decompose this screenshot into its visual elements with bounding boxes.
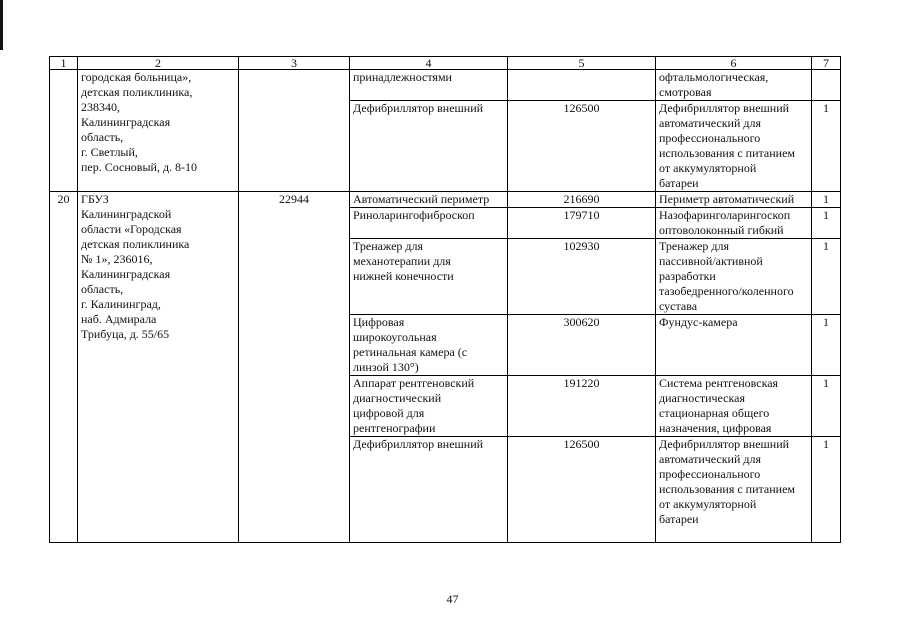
column-number-row <box>50 57 841 70</box>
equipment-table <box>49 56 841 543</box>
cost-cell: 191220 <box>508 376 656 437</box>
quantity-cell <box>812 70 841 101</box>
cost-cell: 126500 <box>508 437 656 543</box>
code-cell: 22944 <box>239 192 350 543</box>
equipment-cell: принадлежностями <box>350 70 508 101</box>
equipment-cell: Автоматический периметр <box>350 192 508 208</box>
nomenclature-cell: Фундус-камера <box>656 315 812 376</box>
organization-text: городская больница», детская поликлиника, 238340, Калининградская область, г. Светлый, пер. Сосновый, д. 8-10 <box>81 70 198 174</box>
col-header-5: 5 <box>508 57 656 70</box>
quantity-cell: 1 <box>812 239 841 315</box>
col-header-2: 2 <box>78 57 239 70</box>
organization-cell <box>78 70 239 192</box>
nomenclature-cell: Тренажер для пассивной/активной разработки тазобедренного/коленного сустава <box>656 239 812 315</box>
nomenclature-cell: Периметр автоматический <box>656 192 812 208</box>
cost-cell <box>508 70 656 101</box>
equipment-cell: Риноларингофиброскоп <box>350 208 508 239</box>
quantity-cell: 1 <box>812 315 841 376</box>
equipment-cell: Дефибриллятор внешний <box>350 437 508 543</box>
cost-cell: 216690 <box>508 192 656 208</box>
cost-cell: 126500 <box>508 101 656 192</box>
quantity-cell: 1 <box>812 192 841 208</box>
nomenclature-cell: Назофаринголарингоскоп оптоволоконный гибкий <box>656 208 812 239</box>
col-header-1: 1 <box>50 57 78 70</box>
row-number-cell <box>50 70 78 192</box>
equipment-cell: Дефибриллятор внешний <box>350 101 508 192</box>
table-row <box>50 70 841 101</box>
cost-cell: 102930 <box>508 239 656 315</box>
equipment-cell: Цифровая широкоугольная ретинальная камера (с линзой 130°) <box>350 315 508 376</box>
col-header-7: 7 <box>812 57 841 70</box>
nomenclature-cell: Дефибриллятор внешний автоматический для профессионального использования с питанием от аккумуляторной батареи <box>656 437 812 543</box>
equipment-cell: Тренажер для механотерапии для нижней конечности <box>350 239 508 315</box>
col-header-6: 6 <box>656 57 812 70</box>
col-header-4: 4 <box>350 57 508 70</box>
row-number-cell: 20 <box>50 192 78 543</box>
nomenclature-cell: офтальмологическая, смотровая <box>656 70 812 101</box>
organization-text: ГБУЗ Калининградской области «Городская детская поликлиника № 1», 236016, Калининградская область, г. Калининград, наб. Адмирала Трибуца, д. 55/65 <box>81 192 190 341</box>
equipment-cell: Аппарат рентгеновский диагностический цифровой для рентгенографии <box>350 376 508 437</box>
quantity-cell: 1 <box>812 376 841 437</box>
page-number: 47 <box>446 592 459 606</box>
scan-edge-mark <box>0 0 3 50</box>
cost-cell: 179710 <box>508 208 656 239</box>
code-cell <box>239 70 350 192</box>
quantity-cell: 1 <box>812 208 841 239</box>
nomenclature-cell: Дефибриллятор внешний автоматический для профессионального использования с питанием от аккумуляторной батареи <box>656 101 812 192</box>
quantity-cell: 1 <box>812 101 841 192</box>
cost-cell: 300620 <box>508 315 656 376</box>
nomenclature-cell: Система рентгеновская диагностическая стационарная общего назначения, цифровая <box>656 376 812 437</box>
organization-cell <box>78 192 239 543</box>
col-header-3: 3 <box>239 57 350 70</box>
quantity-cell: 1 <box>812 437 841 543</box>
table-row <box>50 192 841 208</box>
